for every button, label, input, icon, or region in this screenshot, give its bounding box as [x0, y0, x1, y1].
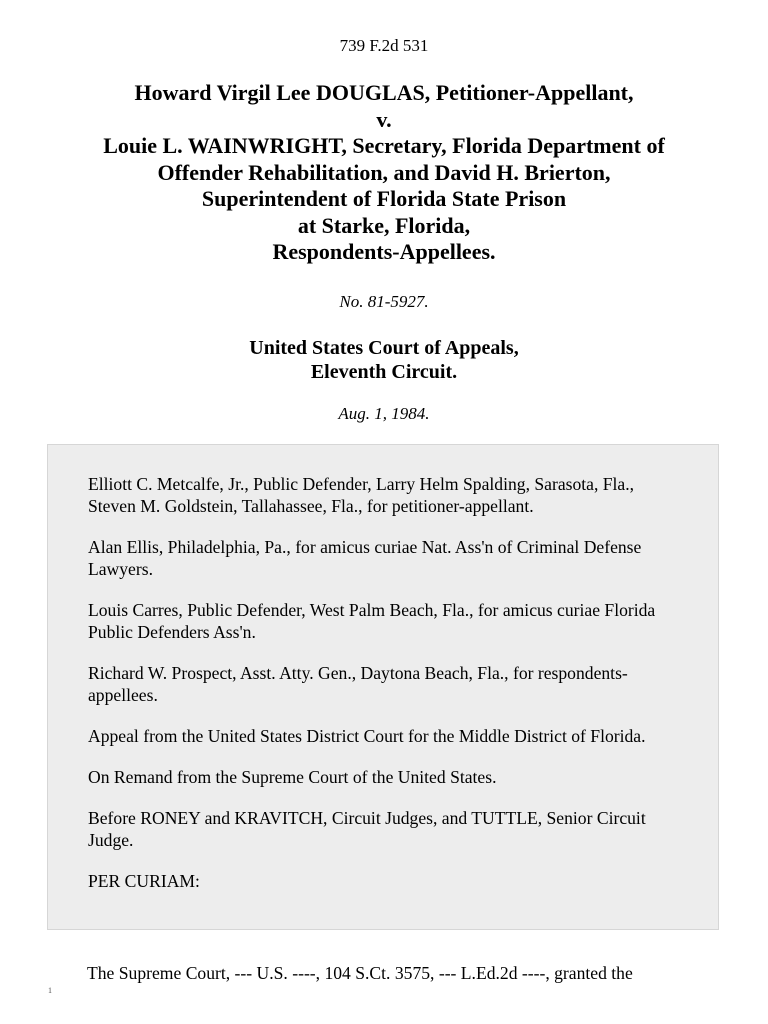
- footnote-marker[interactable]: 1: [48, 986, 52, 995]
- case-header-panel: [47, 444, 719, 930]
- versus-line: v.: [376, 106, 392, 132]
- per-curiam-label: PER CURIAM:: [88, 871, 200, 891]
- respondent-line-1: Louie L. WAINWRIGHT, Secretary, Florida Department of: [103, 133, 665, 158]
- counsel-respondents: Richard W. Prospect, Asst. Atty. Gen., Daytona Beach, Fla., for respondents-appellees.: [88, 663, 628, 705]
- docket-number: No. 81-5927.: [339, 292, 429, 311]
- respondent-line-2: Offender Rehabilitation, and David H. Brierton,: [157, 159, 611, 185]
- respondent-line-5: Respondents-Appellees.: [272, 239, 496, 264]
- counsel-amicus-nacdl: Alan Ellis, Philadelphia, Pa., for amicus curiae Nat. Ass'n of Criminal Defense Lawyers.: [88, 537, 642, 579]
- remand-note: On Remand from the Supreme Court of the United States.: [88, 767, 497, 787]
- case-caption: [40, 80, 728, 266]
- counsel-petitioner: Elliott C. Metcalfe, Jr., Public Defender, Larry Helm Spalding, Sarasota, Fla., Steven M. Goldstein, Tallahassee, Fla., for petitioner-appellant.: [88, 474, 635, 516]
- case-citation: 739 F.2d 531: [339, 36, 429, 55]
- decision-date: Aug. 1, 1984.: [338, 404, 430, 423]
- respondent-line-3: Superintendent of Florida State Prison: [201, 186, 567, 211]
- opinion-paragraph: The Supreme Court, --- U.S. ----, 104 S.Ct. 3575, --- L.Ed.2d ----, granted the: [87, 963, 633, 983]
- court-line-1: United States Court of Appeals,: [249, 337, 519, 359]
- respondent-line-4: at Starke, Florida,: [297, 212, 471, 238]
- appeal-origin: Appeal from the United States District Court for the Middle District of Florida.: [88, 726, 646, 746]
- court-line-2: Eleventh Circuit.: [310, 361, 458, 383]
- court-name: [0, 336, 768, 384]
- counsel-amicus-fpda: Louis Carres, Public Defender, West Palm Beach, Fla., for amicus curiae Florida Public Defenders Ass'n.: [88, 600, 656, 642]
- petitioner-line: Howard Virgil Lee DOUGLAS, Petitioner-Appellant,: [134, 80, 634, 105]
- judges-panel: Before RONEY and KRAVITCH, Circuit Judges, and TUTTLE, Senior Circuit Judge.: [88, 808, 646, 850]
